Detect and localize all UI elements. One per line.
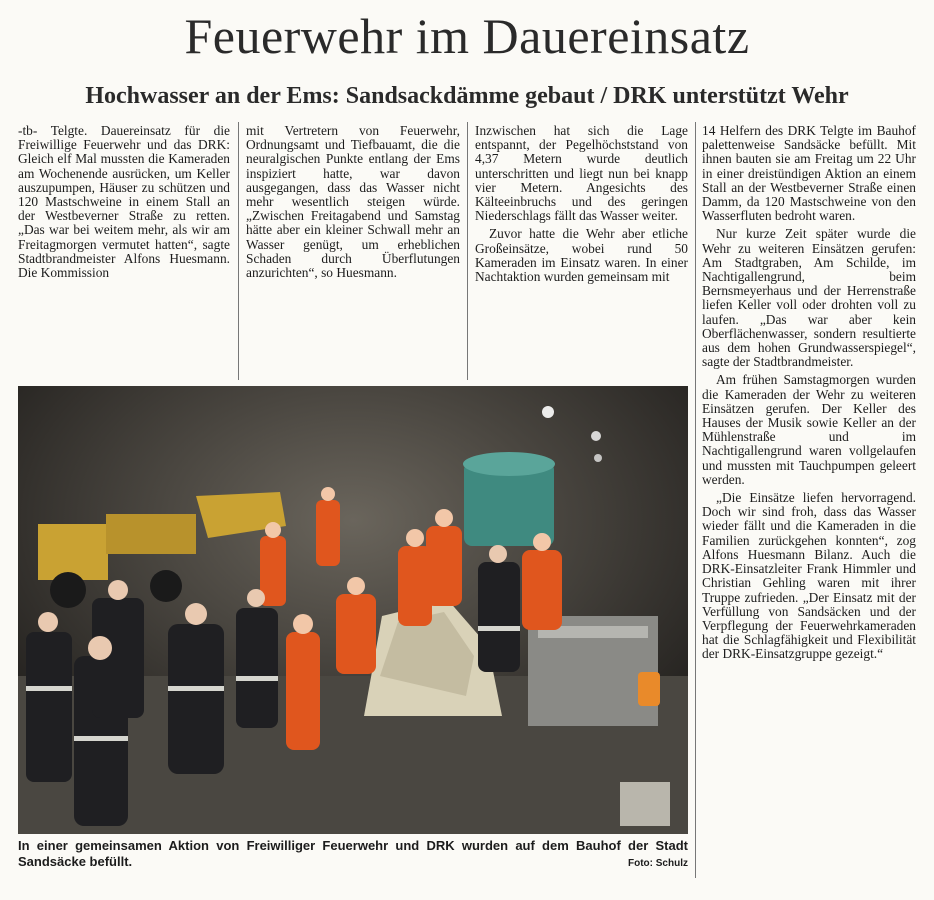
column-4-paragraph-4: „Die Einsätze liefen hervorragend. Doch wir sind froh, dass das Wasser wieder fällt und die Kameraden in die Familien zurückgehen konnten“, zog Alfons Huesmann Bilanz. Auch die DRK-Einsatzleiter Frank Himmler und Christian Gehling waren mit ihrer Truppe zufrieden. „Der Einsatz mit der Verfüllung von Sandsäcken und der Verpflegung der Feuerwehrkameraden hat die Schlagfähigkeit und Flexibilität der DRK-Einsatzgruppe gezeigt.“: [702, 490, 916, 662]
photo-caption: In einer gemeinsamen Aktion von Freiwilliger Feuerwehr und DRK wurden auf dem Bauhof der Stadt Sandsäcke befüllt.: [18, 838, 688, 869]
photo-credit: Foto: Schulz: [628, 858, 688, 869]
headline: Feuerwehr im Dauereinsatz: [184, 8, 750, 64]
column-1-paragraph: -tb- Telgte. Dauereinsatz für die Freiwillige Feuerwehr und das DRK: Gleich elf Mal mussten die Kameraden am Wochenende ausrücken, um Keller auszupumpen, Häuser zu schützen und 120 Mastschweine in einem Stall an der Westbeverner Straße zu retten. „Das war bei weitem mehr, als wir am Freitagmorgen vermutet hatten“, sagte Stadtbrandmeister Alfons Huesmann. Die Kommission: [18, 123, 230, 281]
text-column-3: [475, 124, 688, 284]
text-column-2: [246, 124, 460, 280]
subheadline: Hochwasser an der Ems: Sandsackdämme gebaut / DRK unterstützt Wehr: [85, 83, 849, 109]
column-3-paragraph-2: Zuvor hatte die Wehr aber etliche Großeinsätze, wobei rund 50 Kameraden im Einsatz waren. In einer Nachtaktion wurden gemeinsam mit: [475, 226, 688, 285]
column-4-paragraph-2: Nur kurze Zeit später wurde die Wehr zu weiteren Einsätzen gerufen: Am Stadtgraben, Am Schilde, im Nachtigallengrund, beim Bernsmeyerhaus und der Herrenstraße liefen Keller voll oder drohten voll zu laufen. „Das war aber kein Oberflächenwasser, sondern resultierte aus dem hohen Grundwasserspiegel“, sagte der Stadtbrandmeister.: [702, 226, 916, 370]
column-rule: [695, 122, 696, 878]
column-rule: [467, 122, 468, 380]
column-4-paragraph-3: Am frühen Samstagmorgen wurden die Kameraden der Wehr zu weiteren Einsätzen gerufen. Der Keller des Hauses der Musik sowie Keller an der Mühlenstraße und im Nachtigallengrund waren vollgelaufen und mussten mit Tauchpumpen geleert werden.: [702, 372, 916, 487]
photo-illustration: [18, 386, 688, 834]
text-column-4: [702, 124, 916, 662]
text-column-1: [18, 124, 230, 280]
column-rule: [238, 122, 239, 380]
column-3-paragraph-1: Inzwischen hat sich die Lage entspannt, der Pegelhöchststand von 4,37 Metern wurde deutlich unterschritten und liegt nun bei knapp vier Metern. Angesichts des Kälteeinbruchs und des geringen Niederschlags fällt das Wasser weiter.: [475, 123, 688, 224]
column-4-paragraph-1: 14 Helfern des DRK Telgte im Bauhof palettenweise Sandsäcke befüllt. Mit ihnen bauten sie am Freitag um 22 Uhr in einer dreistündigen Aktion an einem Stall an der Westbeverner Straße einen Damm, da 120 Mastschweine von den Wasserfluten bedroht waren.: [702, 123, 916, 224]
news-photo: [18, 386, 688, 834]
column-2-paragraph: mit Vertretern von Feuerwehr, Ordnungsamt und Tiefbauamt, die die neuralgischen Punkte entlang der Ems inspiziert hatte, war davon ausgegangen, dass das Wasser nicht mehr wesentlich steigen würde. „Zwischen Freitagabend und Samstag hätte aber ein kleiner Schwall mehr an Wasser genügt, um erheblichen Schaden durch Überflutungen anzurichten“, so Huesmann.: [246, 123, 460, 281]
